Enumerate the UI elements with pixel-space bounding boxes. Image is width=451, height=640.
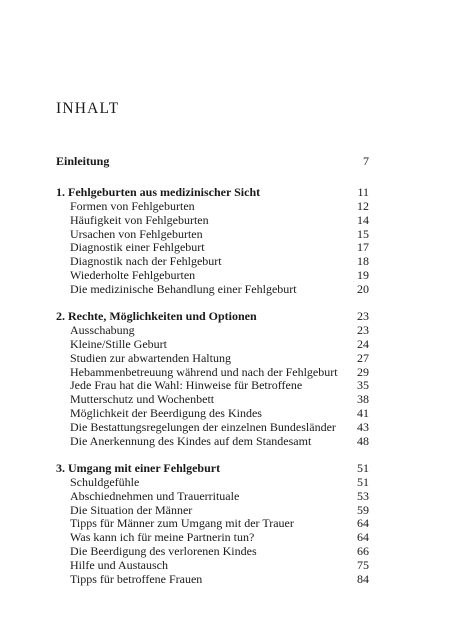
entry-title: Hilfe und Austausch bbox=[70, 558, 168, 573]
toc-entry bbox=[0, 352, 451, 366]
toc-entry bbox=[0, 435, 451, 449]
toc-entry bbox=[0, 379, 451, 393]
toc-entry bbox=[0, 283, 451, 297]
entry-title: Hebammenbetreuung während und nach der Fehlgeburt bbox=[70, 364, 338, 379]
entry-page: 12 bbox=[357, 198, 369, 213]
toc-entry bbox=[0, 476, 451, 490]
entry-page: 14 bbox=[357, 212, 369, 227]
entry-page: 48 bbox=[357, 434, 369, 449]
entry-title: Mutterschutz und Wochenbett bbox=[70, 392, 215, 407]
toc-entry bbox=[0, 407, 451, 421]
entry-page: 27 bbox=[357, 350, 369, 365]
entry-page: 15 bbox=[357, 226, 369, 241]
entry-page: 41 bbox=[357, 406, 369, 421]
toc-entry bbox=[0, 324, 451, 338]
toc-entry bbox=[0, 421, 451, 435]
toc-entry bbox=[0, 545, 451, 559]
entry-title: Die Beerdigung des verlorenen Kindes bbox=[70, 544, 257, 559]
toc-entry bbox=[0, 559, 451, 573]
entry-title: Diagnostik einer Fehlgeburt bbox=[70, 240, 205, 255]
entry-title: Häufigkeit von Fehlgeburten bbox=[70, 212, 209, 227]
toc-entry bbox=[0, 393, 451, 407]
entry-page: 51 bbox=[357, 474, 369, 489]
entry-title: Studien zur abwartenden Haltung bbox=[70, 350, 231, 365]
entry-title: Die Situation der Männer bbox=[70, 502, 193, 517]
entry-page: 29 bbox=[357, 364, 369, 379]
toc-intro bbox=[0, 155, 451, 169]
entry-page: 35 bbox=[357, 378, 369, 393]
entry-page: 38 bbox=[357, 392, 369, 407]
entry-title: Abschiednehmen und Trauerrituale bbox=[70, 488, 240, 503]
entry-page: 19 bbox=[357, 268, 369, 283]
entry-page: 75 bbox=[357, 558, 369, 573]
toc-entry bbox=[0, 228, 451, 242]
toc-entry bbox=[0, 517, 451, 531]
entry-page: 24 bbox=[357, 336, 369, 351]
entry-title: Wiederholte Fehlgeburten bbox=[70, 268, 196, 283]
toc-chapter-2 bbox=[0, 310, 451, 324]
toc-entry bbox=[0, 366, 451, 380]
toc-chapter-1 bbox=[0, 186, 451, 200]
entry-title: Ursachen von Fehlgeburten bbox=[70, 226, 203, 241]
toc-intro-page: 7 bbox=[363, 154, 369, 168]
toc-entry bbox=[0, 214, 451, 228]
entry-page: 43 bbox=[357, 420, 369, 435]
table-of-contents bbox=[0, 155, 451, 587]
entry-title: Möglichkeit der Beerdigung des Kindes bbox=[70, 406, 262, 421]
toc-entry bbox=[0, 504, 451, 518]
entry-page: 53 bbox=[357, 488, 369, 503]
entry-page: 17 bbox=[357, 240, 369, 255]
toc-chapter-3 bbox=[0, 462, 451, 476]
entry-page: 64 bbox=[357, 516, 369, 531]
entry-page: 84 bbox=[357, 572, 369, 587]
entry-title: Die Bestattungsregelungen der einzelnen Bundesländer bbox=[70, 420, 336, 435]
chapter-title: 3. Umgang mit einer Fehlgeburt bbox=[56, 460, 221, 475]
toc-entry bbox=[0, 200, 451, 214]
chapter-title: 1. Fehlgeburten aus medizinischer Sicht bbox=[56, 184, 261, 199]
toc-heading: INHALT bbox=[56, 100, 120, 117]
entry-title: Kleine/Stille Geburt bbox=[70, 336, 167, 351]
chapter-page: 11 bbox=[357, 184, 369, 199]
entry-title: Tipps für Männer zum Umgang mit der Trauer bbox=[70, 516, 294, 531]
entry-title: Diagnostik nach der Fehlgeburt bbox=[70, 254, 222, 269]
toc-intro-label: Einleitung bbox=[56, 154, 110, 168]
toc-entry bbox=[0, 531, 451, 545]
chapter-page: 51 bbox=[357, 460, 369, 475]
chapter-title: 2. Rechte, Möglichkeiten und Optionen bbox=[56, 309, 257, 324]
toc-entry bbox=[0, 255, 451, 269]
chapter-page: 23 bbox=[357, 309, 369, 324]
entry-page: 66 bbox=[357, 544, 369, 559]
toc-entry bbox=[0, 573, 451, 587]
toc-entry bbox=[0, 269, 451, 283]
entry-page: 64 bbox=[357, 530, 369, 545]
entry-title: Was kann ich für meine Partnerin tun? bbox=[70, 530, 255, 545]
entry-page: 20 bbox=[357, 282, 369, 297]
entry-title: Ausschabung bbox=[70, 322, 135, 337]
entry-title: Die Anerkennung des Kindes auf dem Standesamt bbox=[70, 434, 312, 449]
entry-title: Formen von Fehlgeburten bbox=[70, 198, 195, 213]
toc-entry bbox=[0, 241, 451, 255]
entry-page: 18 bbox=[357, 254, 369, 269]
entry-page: 59 bbox=[357, 502, 369, 517]
entry-page: 23 bbox=[357, 322, 369, 337]
entry-title: Jede Frau hat die Wahl: Hinweise für Betroffene bbox=[70, 378, 303, 393]
toc-entry bbox=[0, 338, 451, 352]
toc-entry bbox=[0, 490, 451, 504]
entry-title: Tipps für betroffene Frauen bbox=[70, 572, 203, 587]
entry-title: Schuldgefühle bbox=[70, 474, 140, 489]
entry-title: Die medizinische Behandlung einer Fehlgeburt bbox=[70, 282, 297, 297]
